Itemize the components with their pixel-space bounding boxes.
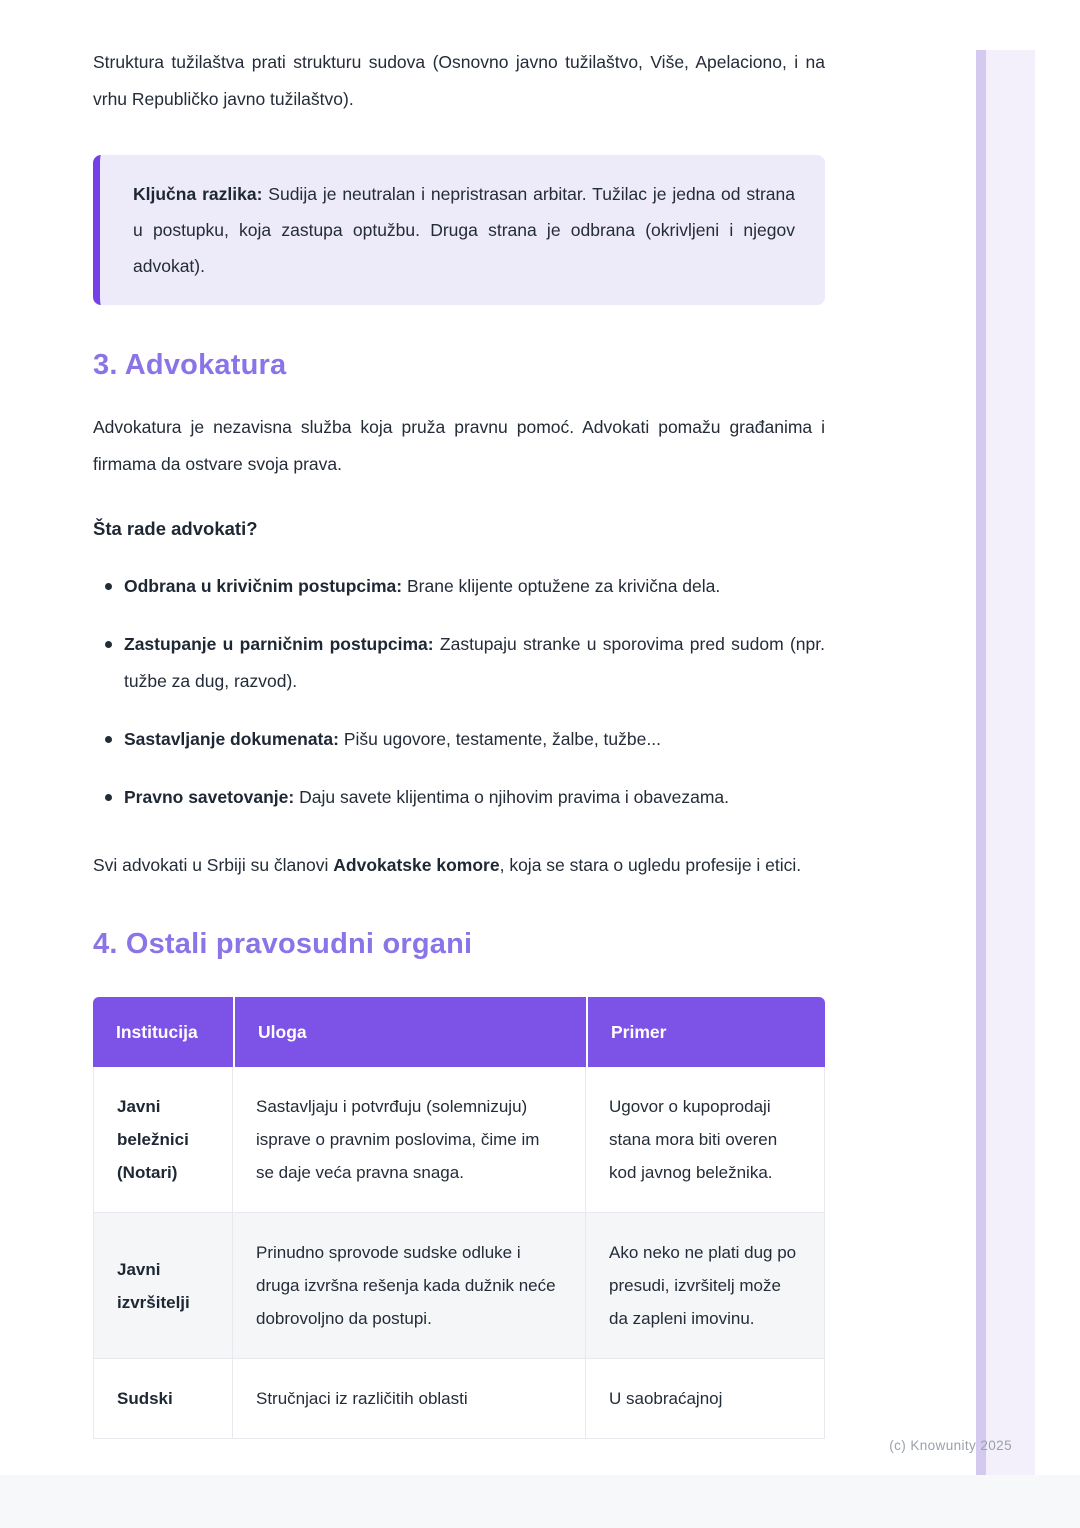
table-cell-role: Sastavljaju i potvrđuju (solemnizuju) isprave o pravnim poslovima, čime im se daje veća pravna snaga. bbox=[233, 1067, 586, 1213]
table-row bbox=[93, 1067, 825, 1213]
intro-paragraph: Struktura tužilaštva prati strukturu sudova (Osnovno javno tužilaštvo, Više, Apelaciono, i na vrhu Republičko javno tužilaštvo). bbox=[93, 52, 825, 109]
list-item-text: Daju savete klijentima o njihovim pravima i obavezama. bbox=[299, 787, 730, 807]
table-row bbox=[93, 1213, 825, 1359]
list-item bbox=[93, 721, 825, 758]
page-edge-accent-line bbox=[976, 50, 986, 1475]
table-cell-role: Prinudno sprovode sudske odluke i druga izvršna rešenja kada dužnik neće dobrovoljno da postupi. bbox=[233, 1213, 586, 1359]
section-heading-advokatura: 3. Advokatura bbox=[93, 349, 287, 381]
table-header-uloga: Uloga bbox=[233, 997, 586, 1067]
table-header-primer: Primer bbox=[586, 997, 825, 1067]
advokatura-paragraph: Advokatura je nezavisna služba koja pruža pravnu pomoć. Advokati pomažu građanima i firmama da ostvare svoja prava. bbox=[93, 417, 825, 474]
table-cell-example: Ako neko ne plati dug po presudi, izvršitelj može da zapleni imovinu. bbox=[586, 1213, 825, 1359]
callout-text bbox=[133, 176, 795, 284]
table-header-row bbox=[93, 997, 825, 1067]
advocate-duties-list bbox=[93, 568, 825, 816]
list-item-text: Zastupaju stranke u sporovima pred sudom (npr. tužbe za dug, razvod). bbox=[124, 634, 825, 691]
komora-post: , koja se stara o ugledu profesije i etici. bbox=[499, 855, 802, 875]
list-item-text: Brane klijente optužene za krivična dela. bbox=[407, 576, 721, 596]
list-item bbox=[93, 568, 825, 605]
list-item-lead: Sastavljanje dokumenata: bbox=[124, 729, 339, 749]
list-item bbox=[93, 626, 825, 700]
list-item-lead: Pravno savetovanje: bbox=[124, 787, 295, 807]
list-item bbox=[93, 779, 825, 816]
copyright-text: (c) Knowunity 2025 bbox=[889, 1438, 1012, 1453]
sub-heading-sta-rade-advokati: Šta rade advokati? bbox=[93, 518, 258, 539]
table-cell-example: U saobraćajnoj bbox=[586, 1359, 825, 1439]
list-item-text: Pišu ugovore, testamente, žalbe, tužbe... bbox=[343, 729, 661, 749]
list-item-lead: Zastupanje u parničnim postupcima: bbox=[124, 634, 434, 654]
komora-paragraph bbox=[93, 847, 825, 884]
table-cell-institution: Javni izvršitelji bbox=[93, 1213, 233, 1359]
page-content bbox=[93, 44, 825, 1439]
table-cell-role: Stručnjaci iz različitih oblasti bbox=[233, 1359, 586, 1439]
table-cell-example: Ugovor o kupoprodaji stana mora biti overen kod javnog beležnika. bbox=[586, 1067, 825, 1213]
table-cell-institution: Javni beležnici (Notari) bbox=[93, 1067, 233, 1213]
komora-bold: Advokatske komore bbox=[333, 855, 500, 875]
table-cell-institution: Sudski bbox=[93, 1359, 233, 1439]
judicial-organs-table bbox=[93, 997, 825, 1439]
list-item-lead: Odbrana u krivičnim postupcima: bbox=[124, 576, 403, 596]
callout-body: Sudija je neutralan i nepristrasan arbitar. Tužilac je jedna od strana u postupku, koja zastupa optužbu. Druga strana je odbrana (okrivljeni i njegov advokat). bbox=[133, 184, 795, 276]
section-heading-ostali-organi: 4. Ostali pravosudni organi bbox=[93, 928, 473, 960]
table-header-institucija: Institucija bbox=[93, 997, 233, 1067]
table-row bbox=[93, 1359, 825, 1439]
key-difference-callout bbox=[93, 155, 825, 305]
callout-lead: Ključna razlika: bbox=[133, 184, 263, 204]
komora-pre: Svi advokati u Srbiji su članovi bbox=[93, 855, 329, 875]
page-edge-accent-panel bbox=[986, 50, 1035, 1475]
